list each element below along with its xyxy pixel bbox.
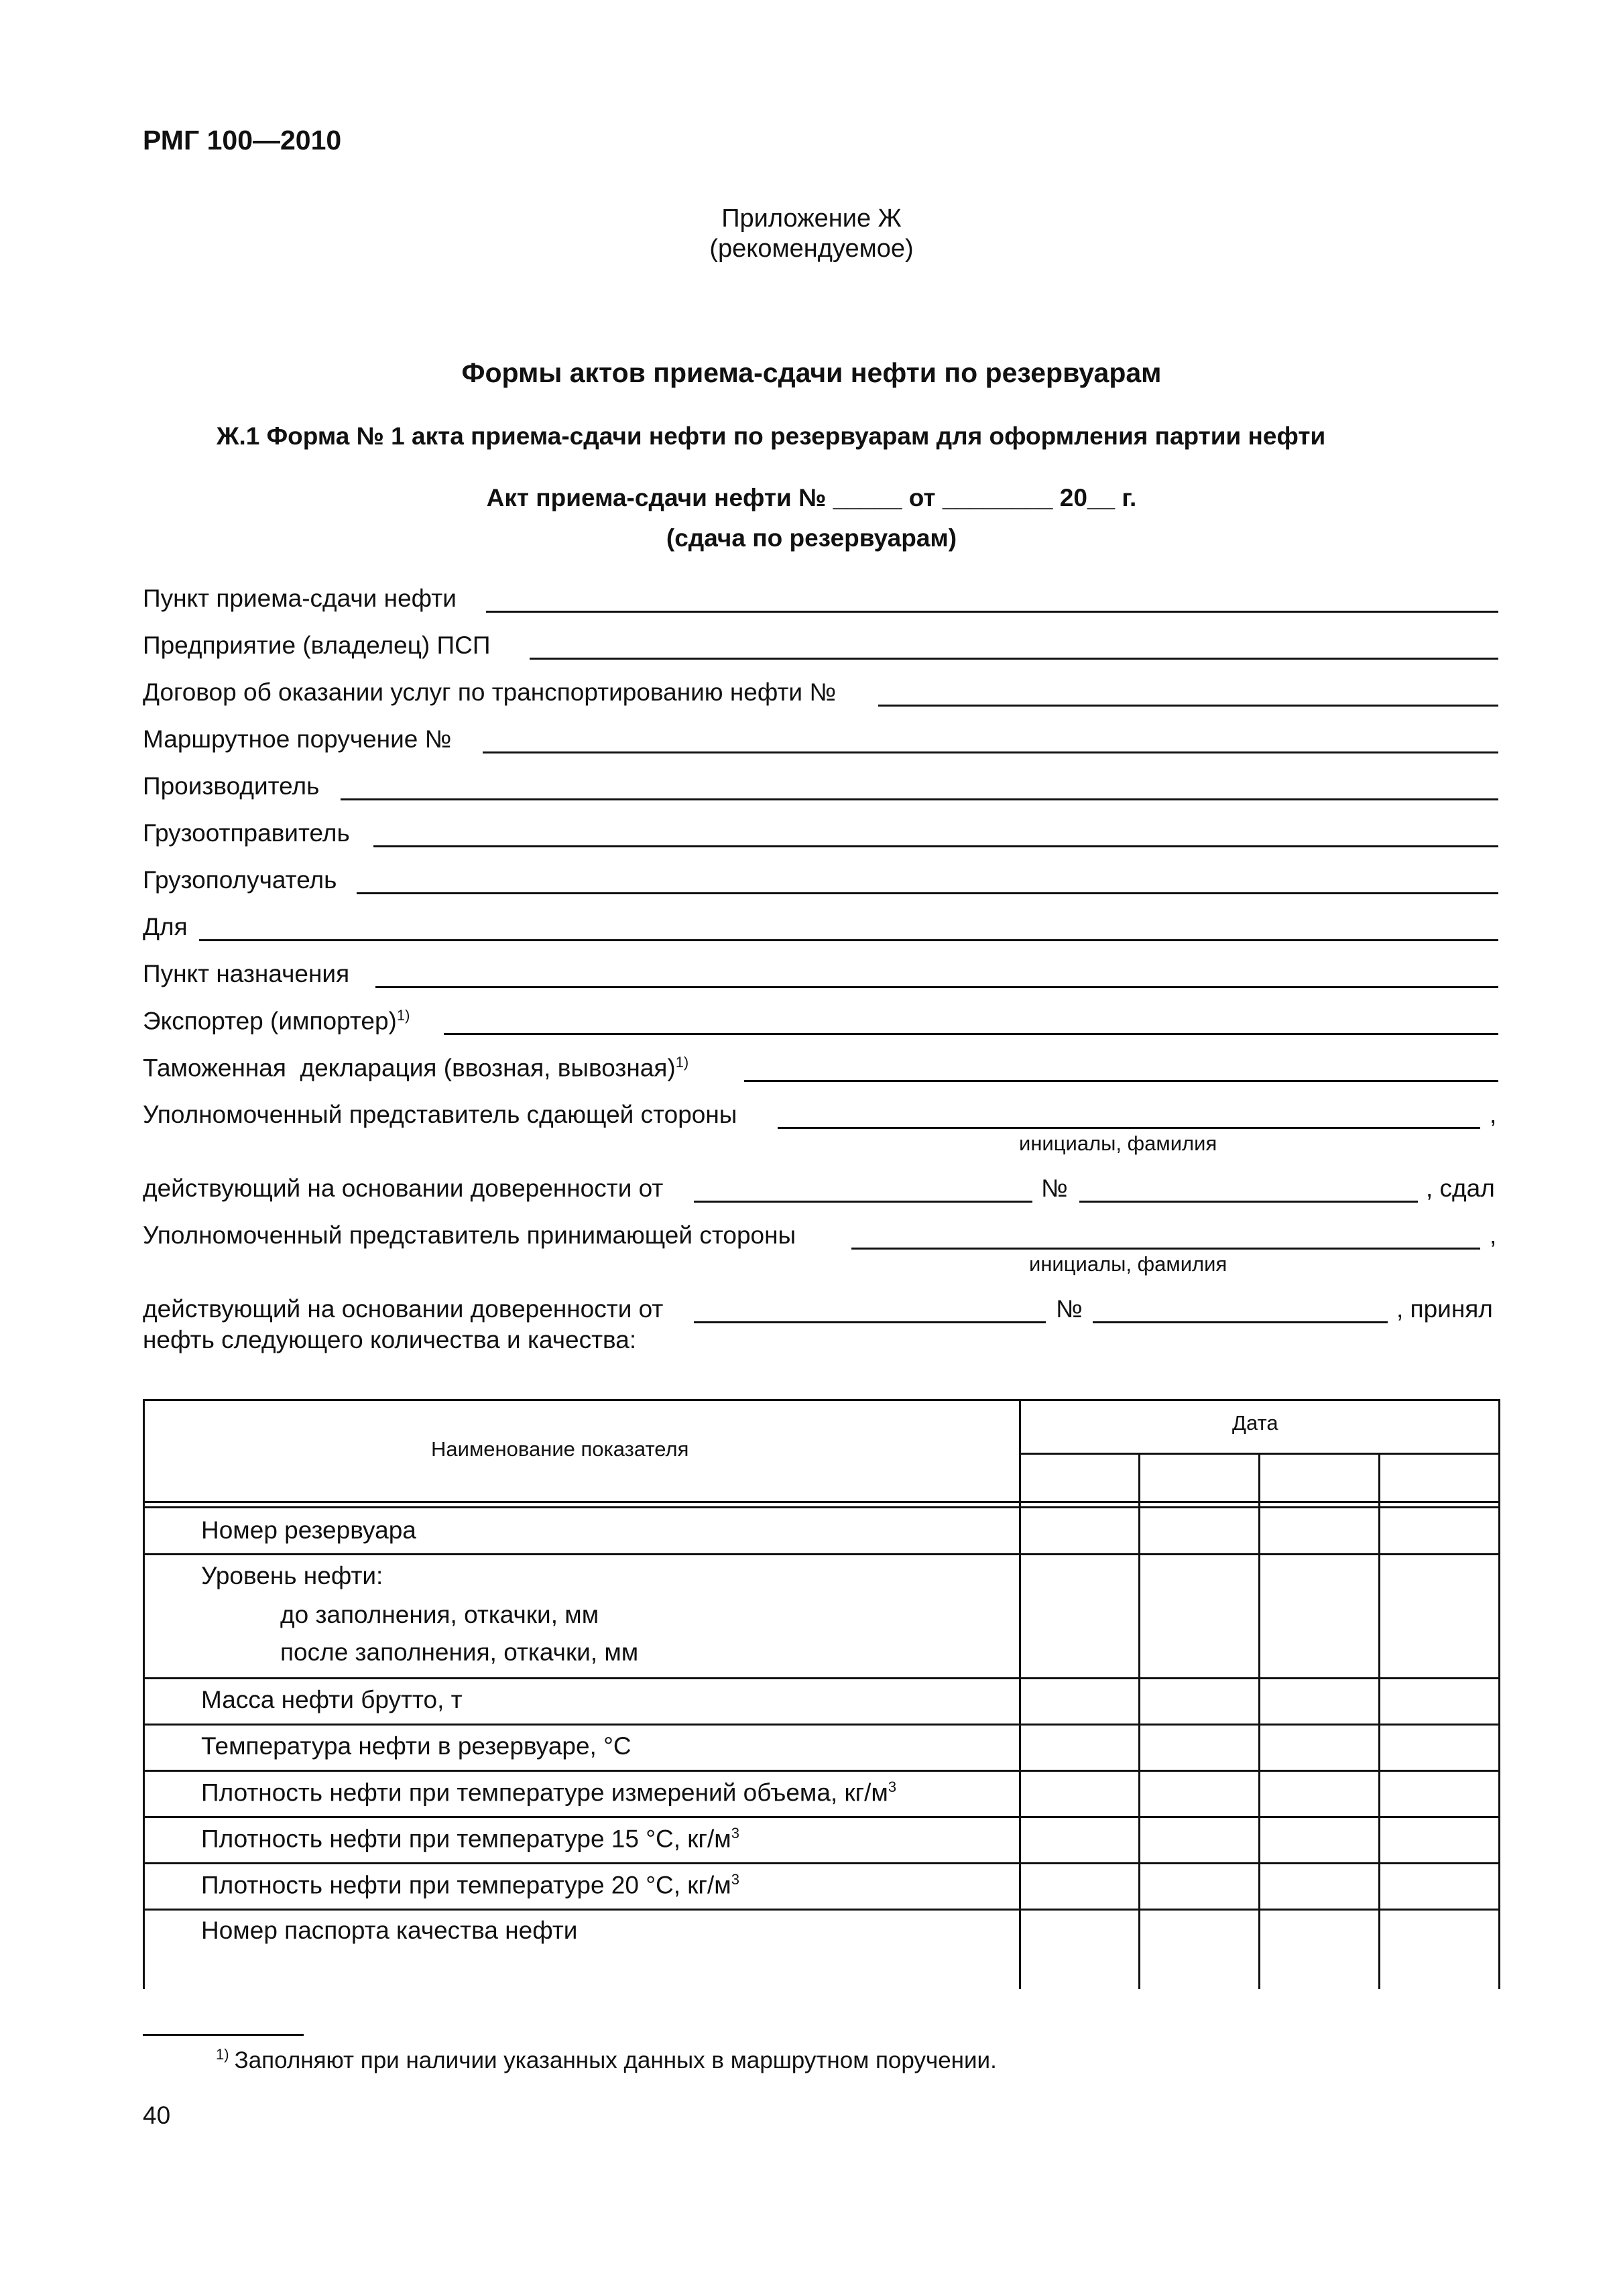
rep-receive-caption: инициалы, фамилия [1029,1252,1227,1276]
table-header-bottom-1 [143,1501,1500,1503]
field-label-exporter-text: Экспортер (импортер) [143,1007,397,1035]
rep-receive-comma: , [1490,1221,1497,1249]
table-row-line [143,1909,1500,1911]
row-oil-level-after: после заполнения, откачки, мм [280,1638,639,1666]
section-title: Формы актов приема-сдачи нефти по резервуарам [461,357,1162,388]
table-date-subheader-line [1019,1453,1500,1455]
field-line-exporter[interactable] [444,1033,1498,1035]
field-label-declaration-text: Таможенная декларация (ввозная, вывозная) [143,1054,676,1082]
proxy-date-line-1[interactable] [694,1201,1032,1203]
num-sign-2: № [1056,1295,1083,1323]
act-title: Акт приема-сдачи нефти № _____ от ________ 20__ г. [486,484,1137,511]
acting-label-2: действующий на основании доверенности от [143,1295,664,1323]
field-label-producer: Производитель [143,772,320,800]
field-label-shipper: Грузоотправитель [143,819,350,847]
act-subtitle: (сдача по резервуарам) [666,524,957,552]
handed-label: , сдал [1426,1174,1495,1202]
superscript: 3 [731,1871,739,1888]
proxy-date-line-2[interactable] [694,1321,1046,1323]
appendix-subtitle: (рекомендуемое) [709,235,914,263]
page-number: 40 [143,2102,171,2129]
rep-send-caption: инициалы, фамилия [1019,1132,1217,1155]
table-row-line [143,1816,1500,1818]
rep-send-label: Уполномоченный представитель сдающей стороны [143,1101,737,1128]
table-border-right [1498,1399,1500,1989]
acting-label-1: действующий на основании доверенности от [143,1174,664,1202]
row-gross-mass: Масса нефти брутто, т [201,1686,463,1713]
row-oil-level-before: до заполнения, откачки, мм [280,1601,599,1628]
row-tank-number: Номер резервуара [201,1516,416,1544]
field-line-destination[interactable] [375,986,1498,988]
appendix-title: Приложение Ж [721,204,902,233]
rep-send-line[interactable] [778,1127,1480,1129]
row-density-20 [201,1871,739,1899]
table-header-bottom-2 [143,1506,1500,1508]
rep-send-comma: , [1490,1101,1497,1128]
table-border-left [143,1399,145,1989]
superscript: 3 [731,1825,739,1841]
field-label-declaration [143,1054,688,1082]
footnote-ref: 1) [396,1007,410,1024]
field-label-contract: Договор об оказании услуг по транспортированию нефти № [143,678,837,706]
row-quality-passport: Номер паспорта качества нефти [201,1917,578,1944]
field-line-contract[interactable] [878,705,1498,707]
field-line-route-order[interactable] [483,751,1498,753]
table-row-line [143,1862,1500,1864]
document-code: РМГ 100—2010 [143,125,342,156]
table-header-name: Наименование показателя [431,1437,689,1461]
rep-receive-label: Уполномоченный представитель принимающей стороны [143,1221,796,1249]
rep-receive-line[interactable] [851,1248,1480,1250]
footnote-ref: 1) [675,1054,689,1071]
subsection-title: Ж.1 Форма № 1 акта приема-сдачи нефти по резервуарам для оформления партии нефти [217,422,1326,450]
footnote [216,2046,997,2074]
field-label-for: Для [143,913,188,941]
superscript: 3 [888,1778,897,1795]
table-border-top [143,1399,1500,1401]
field-line-producer[interactable] [341,798,1498,800]
field-line-declaration[interactable] [744,1080,1498,1082]
footnote-mark: 1) [216,2046,229,2063]
row-oil-level: Уровень нефти: [201,1562,383,1589]
field-label-route-order: Маршрутное поручение № [143,725,452,753]
table-row-line [143,1677,1500,1679]
row-density-15-text: Плотность нефти при температуре 15 °С, кг/м [201,1825,731,1853]
field-line-for[interactable] [199,939,1498,941]
footnote-text: Заполняют при наличии указанных данных в маршрутном поручении. [234,2047,997,2073]
row-density-measured [201,1778,896,1807]
field-line-consignee[interactable] [357,892,1498,894]
row-density-20-text: Плотность нефти при температуре 20 °С, кг/м [201,1871,731,1899]
field-label-consignee: Грузополучатель [143,866,337,894]
proxy-number-line-1[interactable] [1079,1201,1418,1203]
table-header-date: Дата [1232,1411,1278,1435]
row-temperature: Температура нефти в резервуаре, °С [201,1732,632,1760]
proxy-number-line-2[interactable] [1093,1321,1388,1323]
field-line-shipper[interactable] [373,845,1498,847]
row-density-15 [201,1825,739,1853]
indicators-table [143,1399,1500,1989]
table-row-line [143,1770,1500,1772]
tail-text: нефть следующего количества и качества: [143,1326,637,1353]
field-label-acceptance-point: Пункт приема-сдачи нефти [143,585,457,612]
table-row-line [143,1724,1500,1726]
table-col-divider [1019,1399,1021,1989]
table-row-line [143,1553,1500,1555]
field-label-destination: Пункт назначения [143,960,350,987]
field-line-acceptance-point[interactable] [486,611,1498,613]
row-density-measured-text: Плотность нефти при температуре измерений объема, кг/м [201,1778,888,1807]
num-sign-1: № [1041,1174,1068,1202]
footnote-separator [143,2034,304,2036]
field-label-exporter [143,1007,410,1035]
received-label: , принял [1396,1295,1493,1323]
field-line-enterprise[interactable] [530,658,1498,660]
field-label-enterprise: Предприятие (владелец) ПСП [143,631,491,659]
